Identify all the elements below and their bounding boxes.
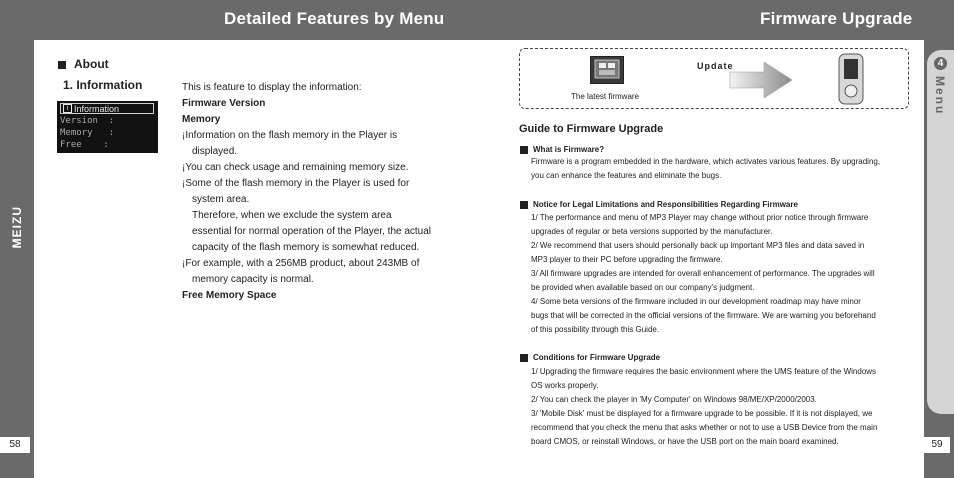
- section-text: [531, 365, 911, 449]
- text-line: board CMOS, or reinstall Windows, or have the USB port on the main board examined.: [531, 437, 839, 446]
- section-heading-text: Conditions for Firmware Upgrade: [533, 353, 661, 362]
- section-heading-text: Notice for Legal Limitations and Responsibilities Regarding Firmware: [533, 200, 798, 209]
- lcd-title-text: Information: [74, 104, 120, 114]
- text-line: 1/ The performance and menu of MP3 Player may change without prior notice through firmware: [531, 213, 869, 222]
- body-line: ¡For example, with a 256MB product, about 243MB of: [182, 258, 420, 269]
- text-line: Firmware is a program embedded in the hardware, which activates various features. By upgrading,: [531, 157, 881, 166]
- left-page-title: Detailed Features by Menu: [224, 9, 445, 28]
- body-line: ¡Information on the flash memory in the Player is: [182, 130, 398, 141]
- brand-logo: MEIZU: [10, 206, 24, 249]
- bullet-square-icon: [58, 61, 66, 69]
- body-line: This is feature to display the information:: [182, 82, 362, 93]
- body-line: Therefore, when we exclude the system area: [192, 210, 392, 221]
- text-line: 3/ All firmware upgrades are intended for overall enhancement of performance. The upgrades will: [531, 269, 875, 278]
- body-line: essential for normal operation of the Player, the actual: [192, 226, 432, 237]
- lcd-row: Version :: [60, 116, 115, 126]
- text-line: of this possibility through this Guide.: [531, 325, 660, 334]
- latest-firmware-label: The latest firmware: [571, 92, 640, 101]
- section-heading-what-is-firmware: [520, 145, 604, 154]
- firmware-chip-icon: [590, 56, 624, 84]
- page-number-right: 59: [924, 437, 950, 453]
- body-line: Free Memory Space: [182, 290, 277, 301]
- section-heading-conditions: [520, 353, 660, 362]
- info-icon: i: [63, 104, 72, 113]
- section-heading-legal-notice: [520, 200, 798, 209]
- update-label: Update: [697, 61, 734, 71]
- chapter-label: Menu: [933, 76, 947, 116]
- subsection-heading-information: 1. Information: [63, 78, 143, 92]
- left-margin-bar: [0, 40, 34, 478]
- lcd-row: Free :: [60, 140, 109, 150]
- body-line: capacity of the flash memory is somewhat reduced.: [192, 242, 420, 253]
- mp3-player-icon: [836, 53, 866, 105]
- body-line: Firmware Version: [182, 98, 266, 109]
- text-line: upgrades of regular or beta versions supported by the manufacturer.: [531, 227, 773, 236]
- section-heading-text: About: [74, 57, 109, 71]
- right-page-title: Firmware Upgrade: [760, 9, 913, 28]
- bullet-square-icon: [520, 146, 528, 154]
- text-line: 2/ We recommend that users should personally back up important MP3 files and data saved in: [531, 241, 865, 250]
- section-heading-about: [58, 57, 109, 71]
- text-line: 4/ Some beta versions of the firmware included in our development roadmap may have minor: [531, 297, 861, 306]
- body-line: system area.: [192, 194, 250, 205]
- text-line: MP3 player to their PC before upgrading the firmware.: [531, 255, 723, 264]
- text-line: you can enhance the features and eliminate the bugs.: [531, 171, 722, 180]
- text-line: 3/ 'Mobile Disk' must be displayed for a firmware upgrade to be possible. If it is not displayed, we: [531, 409, 873, 418]
- section-text: [531, 155, 911, 183]
- bullet-square-icon: [520, 354, 528, 362]
- chapter-number: 4: [934, 57, 947, 70]
- text-line: 2/ You can check the player in 'My Computer' on Windows 98/ME/XP/2000/2003.: [531, 395, 817, 404]
- guide-heading: Guide to Firmware Upgrade: [519, 123, 664, 135]
- body-line: ¡Some of the flash memory in the Player is used for: [182, 178, 410, 189]
- bullet-square-icon: [520, 201, 528, 209]
- lcd-title-bar: [60, 103, 154, 114]
- information-description: [182, 80, 462, 304]
- body-line: memory capacity is normal.: [192, 274, 314, 285]
- text-line: bugs that will be corrected in the official versions of the firmware. We are warning you beforehand: [531, 311, 876, 320]
- text-line: be provided when available based on our company's judgment.: [531, 283, 755, 292]
- section-text: [531, 211, 911, 337]
- lcd-screen-illustration: [57, 101, 158, 153]
- body-line: displayed.: [192, 146, 238, 157]
- lcd-row: Memory :: [60, 128, 115, 138]
- text-line: recommend that you check the menu that asks whether or not to use a USB Device from the main: [531, 423, 878, 432]
- update-arrow-icon: [728, 61, 794, 99]
- page-number-left: 58: [0, 437, 30, 453]
- body-line: Memory: [182, 114, 221, 125]
- text-line: OS works properly.: [531, 381, 599, 390]
- text-line: 1/ Upgrading the firmware requires the basic environment where the UMS feature of the Windows: [531, 367, 877, 376]
- section-heading-text: What is Firmware?: [533, 145, 605, 154]
- body-line: ¡You can check usage and remaining memory size.: [182, 162, 409, 173]
